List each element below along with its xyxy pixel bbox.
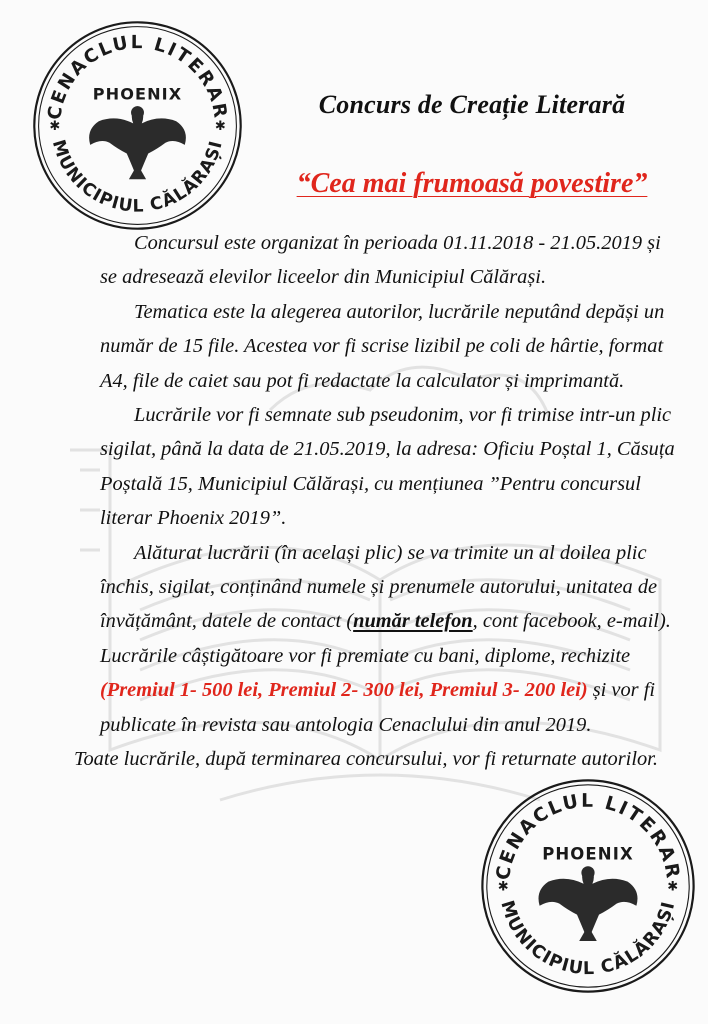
- contact-text-c: , cont facebook, e-mail).: [472, 610, 671, 633]
- prizes-text: (Premiul 1- 500 lei, Premiul 2- 300 lei, Premiul 3- 200 lei): [100, 679, 588, 702]
- svg-text:✱: ✱: [497, 878, 509, 894]
- cenaclul-phoenix-seal-bottom: [478, 776, 698, 996]
- cenaclul-phoenix-seal-top: [30, 18, 245, 233]
- page-title: Concurs de Creație Literară: [318, 90, 626, 119]
- text-line: literar Phoenix 2019”.: [100, 507, 287, 530]
- svg-text:PHOENIX: PHOENIX: [92, 84, 183, 104]
- text-line: publicate în revista sau antologia Cenaclului din anul 2019.: [100, 713, 592, 736]
- text-line: Toate lucrările, după terminarea concursului, vor fi returnate autorilor.: [74, 748, 658, 771]
- text-line: Poștală 15, Municipiul Călărași, cu mențiunea ”Pentru concursul: [100, 472, 641, 495]
- svg-text:✱: ✱: [49, 118, 61, 133]
- text-line: Tematica este la alegerea autorilor, lucrările neputând depăși un: [134, 300, 665, 323]
- text-line: A4, file de caiet sau pot fi redactate la calculator și imprimantă.: [100, 369, 625, 392]
- svg-text:PHOENIX: PHOENIX: [542, 844, 634, 864]
- svg-text:✱: ✱: [214, 118, 226, 133]
- text-line: [100, 673, 690, 707]
- text-line: sigilat, până la data de 21.05.2019, la adresa: Oficiu Poștal 1, Căsuța: [100, 438, 675, 461]
- announcement-body: [74, 226, 690, 777]
- text-line: număr de 15 file. Acestea vor fi scrise lizibil pe coli de hârtie, format: [100, 335, 664, 358]
- contact-text-a: învățământ, datele de contact (: [100, 610, 354, 633]
- svg-text:✱: ✱: [667, 878, 679, 894]
- svg-text:MUNICIPIUL CĂLĂRAȘI: MUNICIPIUL CĂLĂRAȘI: [47, 137, 227, 217]
- text-line: Lucrările câștigătoare vor fi premiate cu bani, diplome, rechizite: [100, 644, 631, 667]
- text-line: [100, 604, 690, 638]
- contest-subtitle: “Cea mai frumoasă povestire”: [296, 168, 648, 199]
- text-line: Alăturat lucrării (în același plic) se va trimite un al doilea plic: [134, 541, 647, 564]
- text-line: Concursul este organizat în perioada 01.11.2018 - 21.05.2019 și: [134, 232, 661, 254]
- text-line: se adresează elevilor liceelor din Municipiul Călărași.: [100, 266, 547, 289]
- svg-text:MUNICIPIUL CĂLĂRAȘI: MUNICIPIUL CĂLĂRAȘI: [496, 898, 680, 980]
- text-line: închis, sigilat, conținând numele și prenumele autorului, unitatea de: [100, 576, 658, 599]
- prizes-text-rest: și vor fi: [587, 679, 656, 702]
- text-line: Lucrările vor fi semnate sub pseudonim, vor fi trimise intr-un plic: [134, 404, 672, 427]
- svg-text:CENACLUL LITERAR: CENACLUL LITERAR: [44, 32, 231, 122]
- phone-number-emphasis: număr telefon: [353, 610, 473, 633]
- svg-text:CENACLUL LITERAR: CENACLUL LITERAR: [492, 790, 684, 882]
